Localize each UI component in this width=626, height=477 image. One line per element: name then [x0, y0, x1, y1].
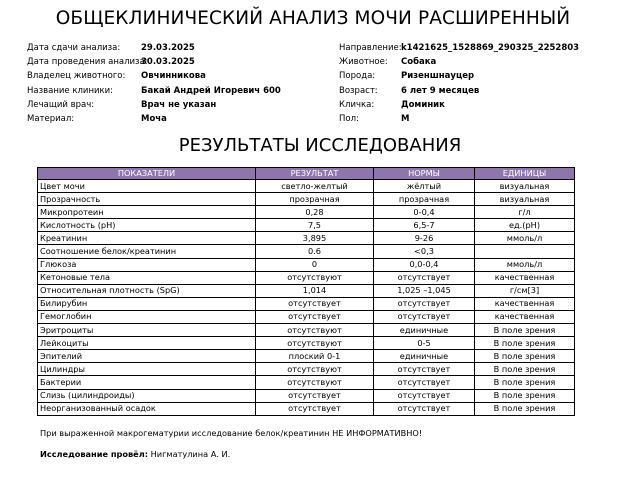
table-row	[38, 232, 575, 245]
meta-value: Собака	[401, 57, 437, 68]
table-row	[38, 363, 575, 376]
cell-parameter: Прозрачность	[38, 193, 256, 206]
meta-row-sex	[339, 112, 579, 126]
cell-unit: В поле зрения	[475, 376, 575, 389]
table-row	[38, 350, 575, 363]
cell-result: 0,28	[256, 206, 374, 219]
meta-left-block	[27, 41, 281, 126]
meta-value: М	[401, 113, 410, 124]
meta-value: k1421625_1528869_290325_2252803	[401, 43, 580, 53]
table-row	[38, 297, 575, 310]
cell-norm: отсутствует	[374, 376, 475, 389]
table-header-row	[38, 168, 575, 180]
cell-unit: В поле зрения	[475, 402, 575, 415]
cell-result: отсутствует	[256, 402, 374, 415]
cell-result: отсутствуют	[256, 363, 374, 376]
cell-result: 3,895	[256, 232, 374, 245]
table-row	[38, 337, 575, 350]
cell-parameter: Слизь (цилиндроиды)	[38, 389, 256, 402]
cell-result: плоский 0-1	[256, 350, 374, 363]
cell-result: отсутствуют	[256, 376, 374, 389]
meta-row-nickname	[339, 98, 579, 112]
performer-label: Исследование провёл:	[40, 449, 148, 459]
cell-result: отсутствуют	[256, 324, 374, 337]
cell-parameter: Гемоглобин	[38, 310, 256, 323]
cell-result: отсутствует	[256, 297, 374, 310]
cell-parameter: Креатинин	[38, 232, 256, 245]
cell-unit	[475, 245, 575, 258]
cell-norm: отсутствует	[374, 297, 475, 310]
meta-label: Кличка:	[339, 99, 375, 110]
results-title: РЕЗУЛЬТАТЫ ИССЛЕДОВАНИЯ	[178, 135, 462, 156]
meta-label: Порода:	[339, 71, 376, 82]
cell-unit: г/л	[475, 206, 575, 219]
cell-parameter: Эритроциты	[38, 324, 256, 337]
performer-name: Нигматулина А. И.	[150, 449, 231, 459]
cell-parameter: Эпителий	[38, 350, 256, 363]
cell-norm: отсутствует	[374, 402, 475, 415]
meta-row-material	[27, 112, 281, 126]
cell-unit: визуальная	[475, 180, 575, 193]
cell-norm: <0,3	[374, 245, 475, 258]
cell-unit: качественная	[475, 271, 575, 284]
table-row	[38, 324, 575, 337]
table-row	[38, 193, 575, 206]
meta-row-referral	[339, 41, 579, 55]
cell-result: 1,014	[256, 284, 374, 297]
meta-label: Пол:	[339, 113, 359, 124]
cell-parameter: Билирубин	[38, 297, 256, 310]
table-row	[38, 219, 575, 232]
meta-value: Ризеншнауцер	[401, 71, 475, 82]
meta-label: Возраст:	[339, 85, 378, 96]
meta-label: Животное:	[339, 57, 388, 68]
header-norms: НОРМЫ	[374, 168, 475, 180]
meta-label: Владелец животного:	[27, 71, 126, 82]
cell-result: 0.6	[256, 245, 374, 258]
cell-parameter: Цилиндры	[38, 363, 256, 376]
cell-parameter: Соотношение белок/креатинин	[38, 245, 256, 258]
results-table	[37, 167, 575, 416]
header-result: РЕЗУЛЬТАТ	[256, 168, 374, 180]
cell-norm: 0,0-0,4	[374, 258, 475, 271]
table-row	[38, 180, 575, 193]
cell-norm: прозрачная	[374, 193, 475, 206]
table-row	[38, 245, 575, 258]
meta-value: Моча	[141, 113, 167, 124]
cell-unit: В поле зрения	[475, 350, 575, 363]
meta-label: Дата проведения анализа:	[27, 57, 148, 68]
table-row	[38, 402, 575, 415]
cell-norm: единичные	[374, 324, 475, 337]
meta-row-owner	[27, 69, 281, 83]
meta-value: Доминик	[401, 99, 445, 110]
results-body	[38, 180, 575, 416]
cell-parameter: Бактерии	[38, 376, 256, 389]
meta-label: Материал:	[27, 113, 75, 124]
cell-unit: В поле зрения	[475, 389, 575, 402]
meta-label: Направление:	[339, 43, 402, 53]
cell-parameter: Лейкоциты	[38, 337, 256, 350]
cell-norm: 0-5	[374, 337, 475, 350]
cell-unit: В поле зрения	[475, 324, 575, 337]
meta-value: 29.03.2025	[141, 43, 195, 53]
meta-row-age	[339, 84, 579, 98]
meta-value: Бакай Андрей Игоревич 600	[141, 85, 281, 96]
cell-parameter: Цвет мочи	[38, 180, 256, 193]
table-row	[38, 310, 575, 323]
meta-value: 30.03.2025	[141, 57, 195, 68]
header-units: ЕДИНИЦЫ	[475, 168, 575, 180]
cell-norm: 6,5-7	[374, 219, 475, 232]
table-row	[38, 389, 575, 402]
cell-norm: отсутствует	[374, 310, 475, 323]
meta-row-clinic	[27, 84, 281, 98]
table-row	[38, 206, 575, 219]
cell-parameter: Кетоновые тела	[38, 271, 256, 284]
cell-unit: визуальная	[475, 193, 575, 206]
cell-norm: отсутствует	[374, 389, 475, 402]
cell-unit: г/см[3]	[475, 284, 575, 297]
meta-row-animal	[339, 55, 579, 69]
table-row	[38, 271, 575, 284]
meta-row-submit-date	[27, 41, 281, 55]
table-row	[38, 376, 575, 389]
cell-norm: единичные	[374, 350, 475, 363]
meta-row-breed	[339, 69, 579, 83]
cell-unit: В поле зрения	[475, 337, 575, 350]
cell-result: 7,5	[256, 219, 374, 232]
meta-right-block	[339, 41, 579, 126]
cell-parameter: Микропротеин	[38, 206, 256, 219]
cell-parameter: Глюкоза	[38, 258, 256, 271]
cell-unit: ммоль/л	[475, 258, 575, 271]
meta-row-doctor	[27, 98, 281, 112]
cell-norm: жёлтый	[374, 180, 475, 193]
meta-row-analysis-date	[27, 55, 281, 69]
table-row	[38, 258, 575, 271]
document-title: ОБЩЕКЛИНИЧЕСКИЙ АНАЛИЗ МОЧИ РАСШИРЕННЫЙ	[55, 8, 571, 29]
header-parameter: ПОКАЗАТЕЛИ	[38, 168, 256, 180]
meta-label: Дата сдачи анализа:	[27, 43, 121, 53]
cell-parameter: Относительная плотность (SpG)	[38, 284, 256, 297]
cell-unit: В поле зрения	[475, 363, 575, 376]
cell-unit: качественная	[475, 297, 575, 310]
meta-label: Лечащий врач:	[27, 99, 95, 110]
cell-unit: качественная	[475, 310, 575, 323]
cell-unit: ммоль/л	[475, 232, 575, 245]
cell-norm: 1,025 –1,045	[374, 284, 475, 297]
cell-result: 0	[256, 258, 374, 271]
cell-result: отсутствует	[256, 389, 374, 402]
cell-norm: отсутствует	[374, 363, 475, 376]
cell-parameter: Неорганизованный осадок	[38, 402, 256, 415]
warning-note: При выраженной макрогематурии исследование белок/креатинин НЕ ИНФОРМАТИВНО!	[40, 428, 423, 438]
cell-result: отсутствуют	[256, 271, 374, 284]
meta-value: Овчинникова	[141, 71, 206, 82]
cell-parameter: Кислотность (pH)	[38, 219, 256, 232]
cell-norm: 9-26	[374, 232, 475, 245]
cell-result: отсутствует	[256, 310, 374, 323]
cell-result: отсутствуют	[256, 337, 374, 350]
performer-line	[40, 449, 230, 459]
cell-norm: 0-0,4	[374, 206, 475, 219]
meta-label: Название клиники:	[27, 85, 114, 96]
cell-result: светло-желтый	[256, 180, 374, 193]
cell-norm: отсутствует	[374, 271, 475, 284]
cell-result: прозрачная	[256, 193, 374, 206]
meta-value: 6 лет 9 месяцев	[401, 85, 480, 96]
meta-value: Врач не указан	[141, 99, 217, 110]
table-row	[38, 284, 575, 297]
cell-unit: ед.(pH)	[475, 219, 575, 232]
